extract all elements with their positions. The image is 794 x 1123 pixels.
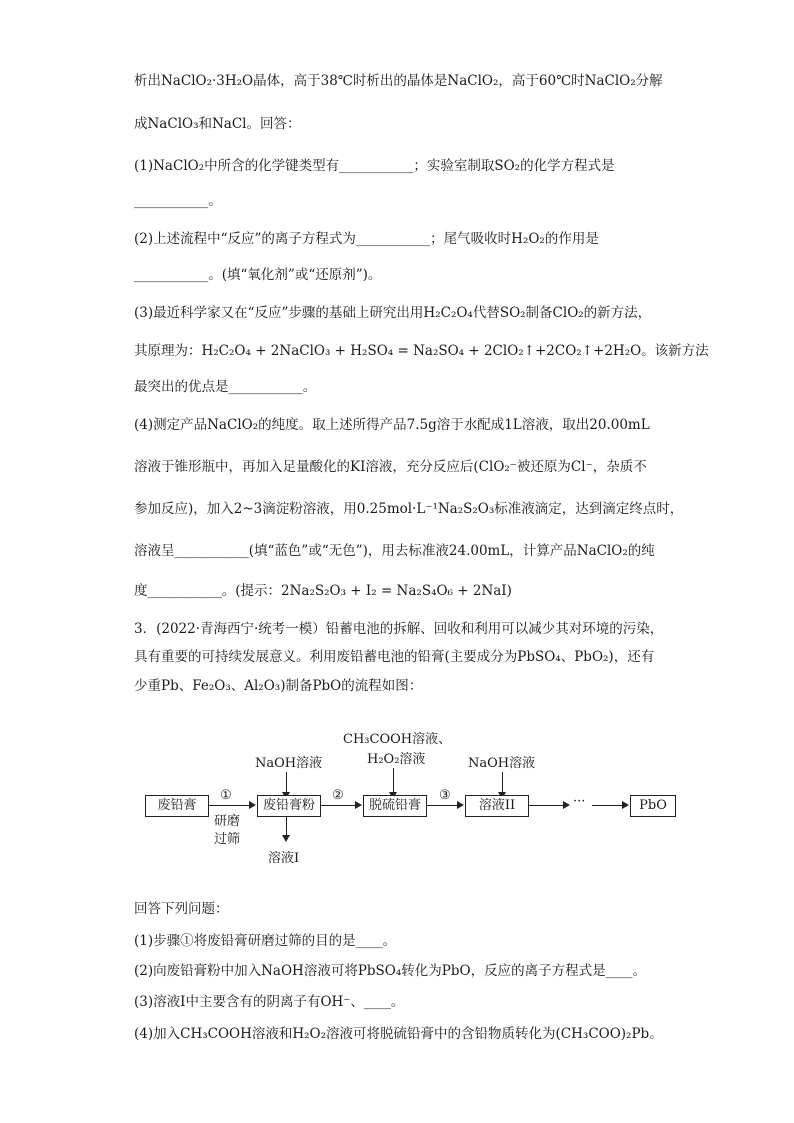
arrow-line: [502, 772, 503, 794]
text-line: 参加反应)，加入2~3滴淀粉溶液，用0.25mol·L⁻¹Na₂S₂O₃标准液滴定，达到滴定终点时，: [134, 501, 684, 517]
byproduct-label: 溶液I: [268, 851, 300, 866]
reagent-label: NaOH溶液: [255, 756, 323, 771]
text-line: ___________。: [134, 193, 222, 209]
arrow-head: [282, 835, 290, 842]
question-2-1: (1)NaClO₂中所含的化学键类型有___________；实验室制取SO₂的化学方程式是: [134, 158, 615, 174]
flow-box-paste-powder: 废铅膏粉: [257, 795, 321, 817]
flow-box-desulfurized-paste: 脱硫铅膏: [363, 795, 427, 817]
ellipsis: ···: [573, 794, 586, 809]
flow-box-pbo: PbO: [630, 795, 676, 817]
step-marker: ②: [332, 788, 344, 803]
text-line: 度___________。(提示：2Na₂S₂O₃ + I₂ = Na₂S₄O₆ + 2NaI): [134, 583, 512, 599]
question-3-3: (3)溶液I中主要含有的阴离子有OH⁻、____。: [134, 994, 405, 1010]
text-line: 溶液于锥形瓶中，再加入足量酸化的KI溶液，充分反应后(ClO₂⁻被还原为Cl⁻，杂质不: [134, 459, 647, 475]
text-line: 回答下列问题：: [134, 901, 229, 917]
step-marker: ①: [220, 788, 232, 803]
text-line: 少重Pb、Fe₂O₃、Al₂O₃)制备PbO的流程如图：: [134, 678, 423, 694]
reagent-label: NaOH溶液: [468, 756, 536, 771]
step1-note: 过筛: [214, 832, 241, 847]
arrow-line: [286, 772, 287, 794]
text-line: ___________。(填“氧化剂”或“还原剂”)。: [134, 267, 382, 283]
arrow-head: [457, 801, 464, 809]
question-3-header: 3．(2022·青海西宁·统考一模）铅蓄电池的拆解、回收和利用可以减少其对环境的污染，: [134, 621, 664, 637]
step-marker: ③: [439, 788, 451, 803]
arrow-line: [286, 817, 287, 837]
question-2-3: (3)最近科学家又在“反应”步骤的基础上研究出用H₂C₂O₄代替SO₂制备ClO₂的新方法，: [134, 305, 652, 321]
question-3-1: (1)步骤①将废铅膏研磨过筛的目的是____。: [134, 933, 397, 949]
arrow-line: [529, 805, 563, 806]
text-line: 最突出的优点是___________。: [134, 379, 317, 395]
equation-line: 其原理为：H₂C₂O₄ + 2NaClO₃ + H₂SO₄ = Na₂SO₄ + 2ClO₂↑+2CO₂↑+2H₂O。该新方法: [134, 343, 709, 359]
text-line: 析出NaClO₂·3H₂O晶体，高于38℃时析出的晶体是NaClO₂，高于60℃时NaClO₂分解: [134, 73, 663, 89]
arrow-head: [563, 801, 570, 809]
question-2-2: (2)上述流程中“反应”的离子方程式为___________；尾气吸收时H₂O₂的作用是: [134, 231, 599, 247]
step1-note: 研磨: [214, 814, 241, 829]
arrow-line: [209, 805, 249, 806]
reagent-label: H₂O₂溶液: [367, 752, 426, 767]
flow-box-waste-paste: 废铅膏: [145, 795, 209, 817]
question-2-4: (4)测定产品NaClO₂的纯度。取上述所得产品7.5g溶于水配成1L溶液，取出20.00mL: [134, 417, 650, 433]
arrow-line: [321, 805, 355, 806]
question-3-4: (4)加入CH₃COOH溶液和H₂O₂溶液可将脱硫铅膏中的含铅物质转化为(CH₃COO)₂Pb。: [134, 1026, 663, 1042]
flow-box-solution-ii: 溶液II: [465, 795, 529, 817]
arrow-line: [427, 805, 457, 806]
text-line: 成NaClO₃和NaCl。回答：: [134, 116, 301, 132]
arrow-head: [249, 801, 256, 809]
arrow-line: [393, 768, 394, 794]
arrow-head: [622, 801, 629, 809]
text-line: 溶液呈___________(填“蓝色”或“无色”)，用去标准液24.00mL，计算产品NaClO₂的纯: [134, 543, 655, 559]
question-3-2: (2)向废铅膏粉中加入NaOH溶液可将PbSO₄转化为PbO，反应的离子方程式是____。: [134, 963, 647, 979]
text-line: 具有重要的可持续发展意义。利用废铅蓄电池的铅膏(主要成分为PbSO₄、PbO₂)，还有: [134, 649, 655, 665]
reagent-label: CH₃COOH溶液、: [343, 732, 452, 747]
arrow-line: [592, 805, 622, 806]
arrow-head: [355, 801, 362, 809]
